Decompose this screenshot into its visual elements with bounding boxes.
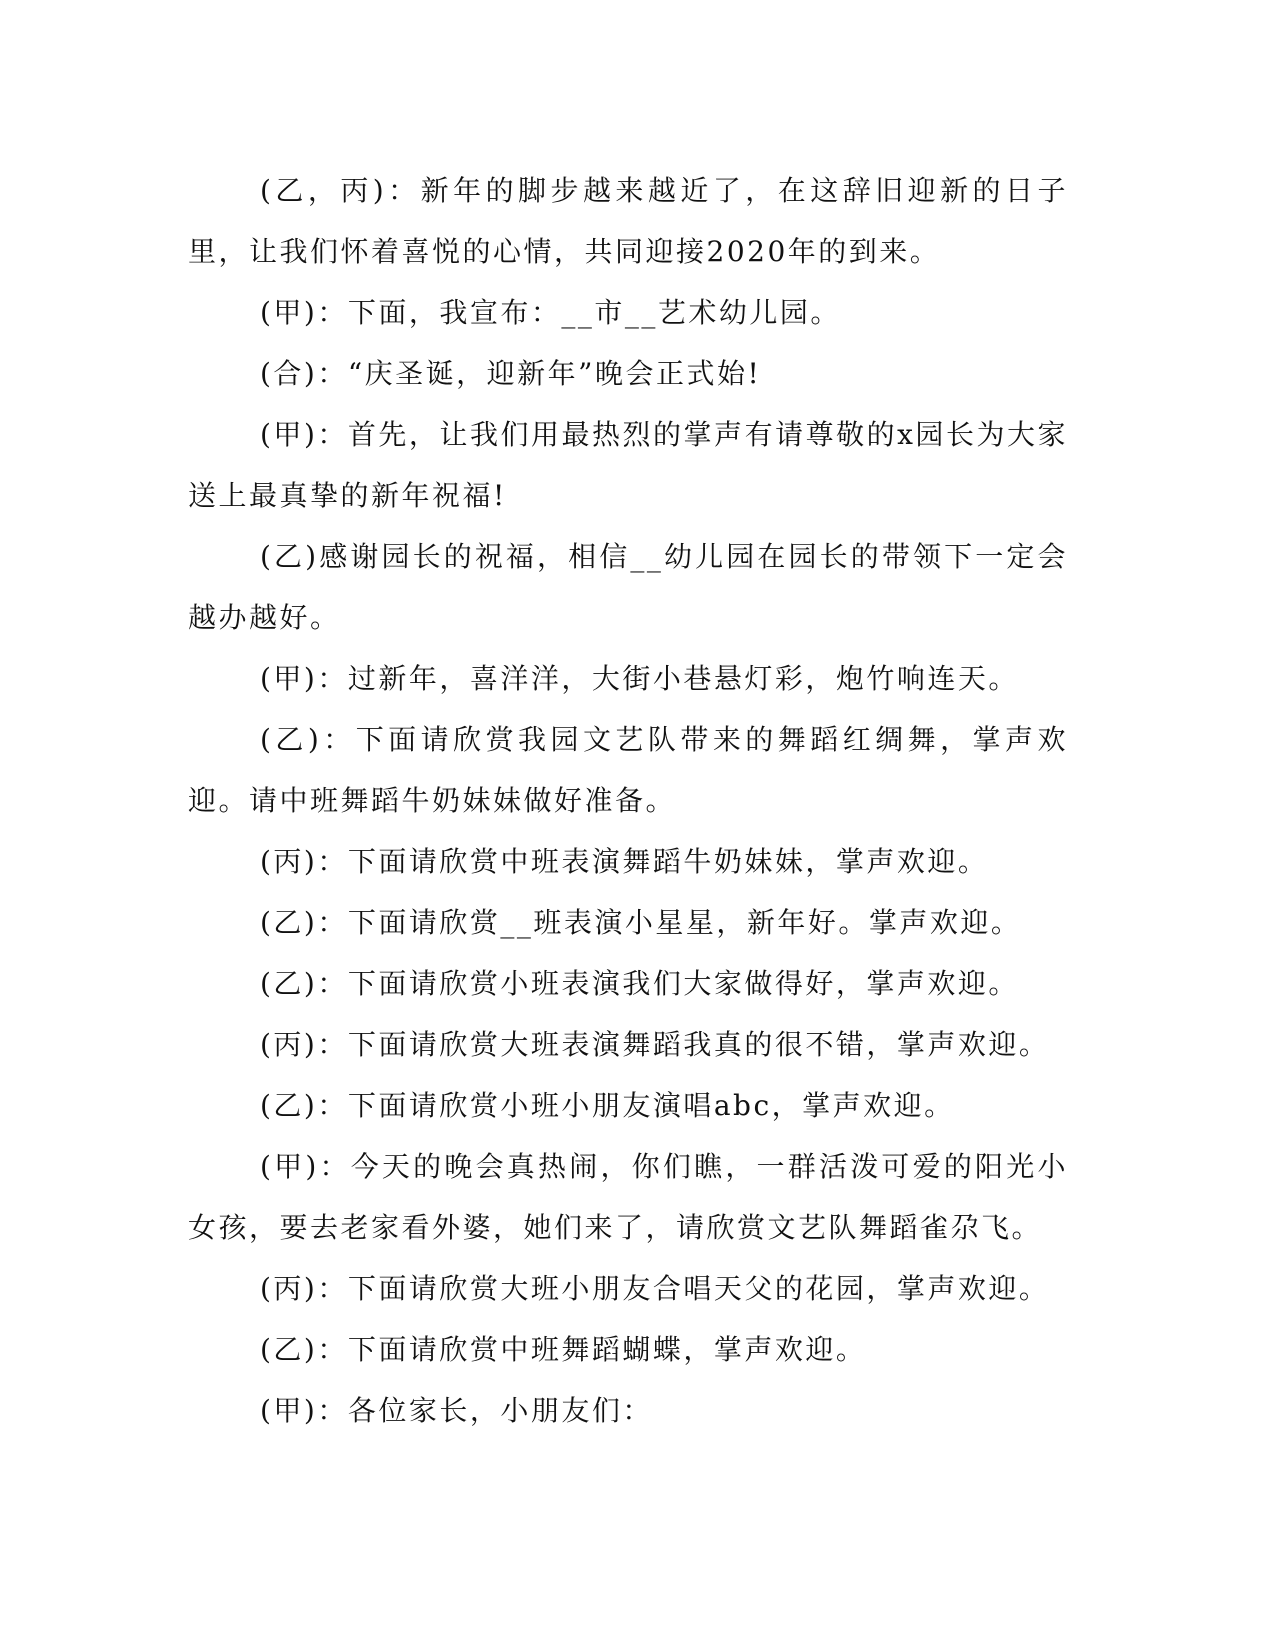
paragraph-11: (丙)：下面请欣赏大班表演舞蹈我真的很不错，掌声欢迎。 bbox=[260, 1028, 1050, 1061]
paragraph-8: (丙)：下面请欣赏中班表演舞蹈牛奶妹妹，掌声欢迎。 bbox=[260, 845, 989, 878]
paragraph-9: (乙)：下面请欣赏__班表演小星星，新年好。掌声欢迎。 bbox=[260, 906, 1022, 939]
paragraph-7: (乙)：下面请欣赏我园文艺队带来的舞蹈红绸舞，掌声欢迎。请中班舞蹈牛奶妹妹做好准备。 bbox=[188, 723, 1068, 817]
paragraph-2: (甲)：下面，我宣布：__市__艺术幼儿园。 bbox=[260, 296, 841, 329]
paragraph-1: (乙，丙)：新年的脚步越来越近了，在这辞旧迎新的日子里，让我们怀着喜悦的心情，共同迎接2020年的到来。 bbox=[188, 174, 1068, 268]
paragraph-12: (乙)：下面请欣赏小班小朋友演唱abc，掌声欢迎。 bbox=[260, 1089, 955, 1122]
paragraph-14: (丙)：下面请欣赏大班小朋友合唱天父的花园，掌声欢迎。 bbox=[260, 1272, 1050, 1305]
paragraph-10: (乙)：下面请欣赏小班表演我们大家做得好，掌声欢迎。 bbox=[260, 967, 1019, 1000]
paragraph-4: (甲)：首先，让我们用最热烈的掌声有请尊敬的x园长为大家送上最真挚的新年祝福! bbox=[188, 418, 1068, 512]
paragraph-3: (合)：“庆圣诞，迎新年”晚会正式始! bbox=[260, 357, 762, 390]
document-body bbox=[188, 160, 1068, 1441]
paragraph-16: (甲)：各位家长，小朋友们： bbox=[260, 1394, 653, 1427]
paragraph-5: (乙)感谢园长的祝福，相信__幼儿园在园长的带领下一定会越办越好。 bbox=[188, 540, 1068, 634]
paragraph-6: (甲)：过新年，喜洋洋，大街小巷悬灯彩，炮竹响连天。 bbox=[260, 662, 1019, 695]
paragraph-15: (乙)：下面请欣赏中班舞蹈蝴蝶，掌声欢迎。 bbox=[260, 1333, 867, 1366]
paragraph-13: (甲)：今天的晚会真热闹，你们瞧，一群活泼可爱的阳光小女孩，要去老家看外婆，她们来了，请欣赏文艺队舞蹈雀尕飞。 bbox=[188, 1150, 1068, 1244]
